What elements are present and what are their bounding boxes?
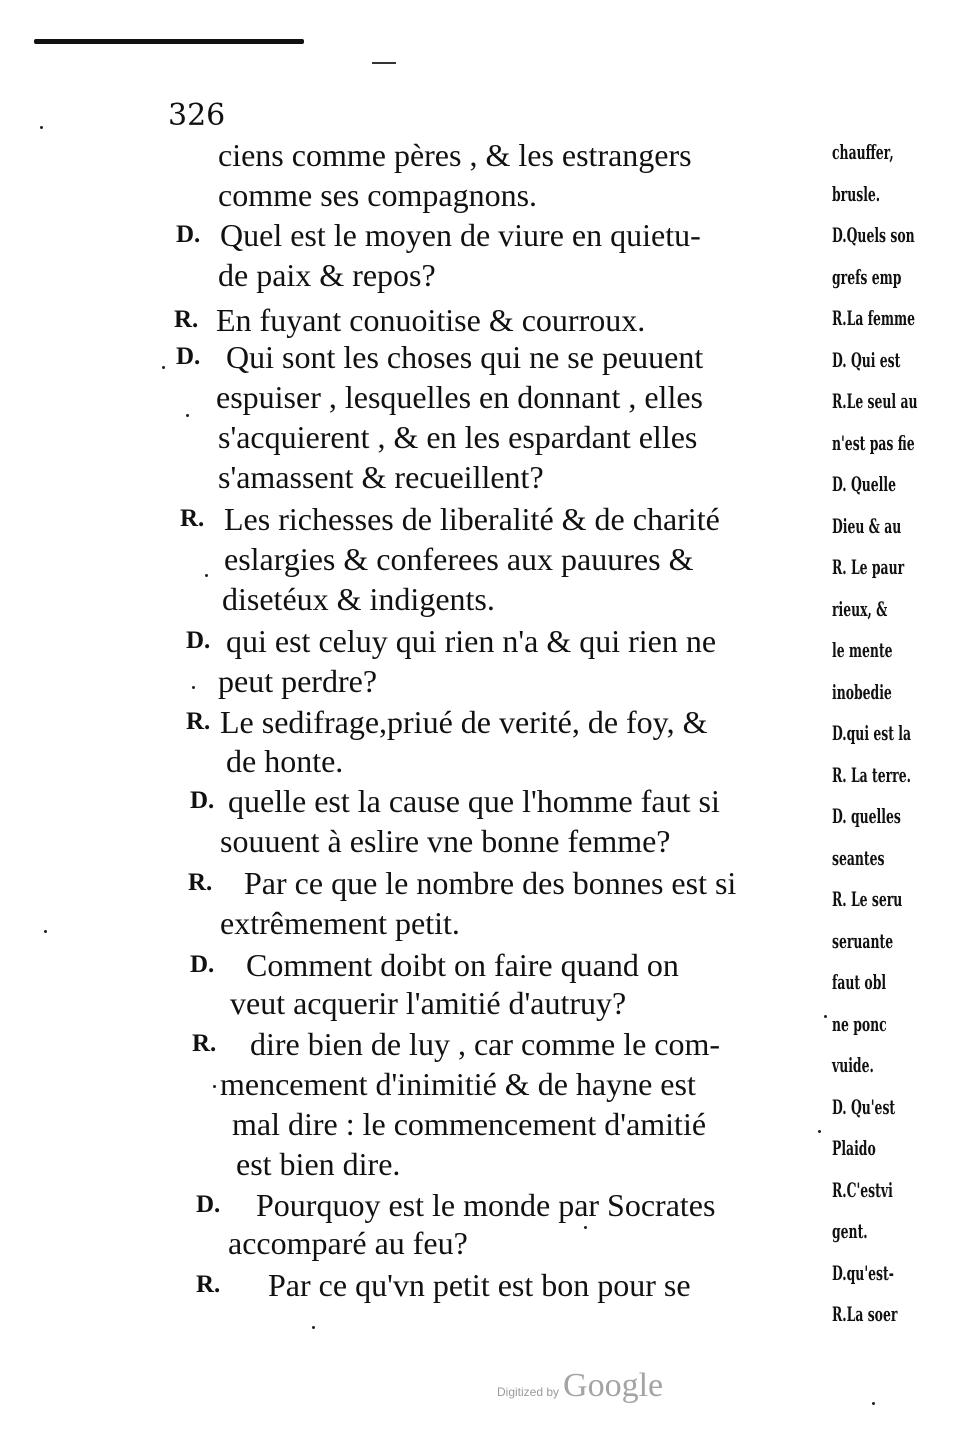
facing-page-line: brusle. [832,182,881,206]
speaker-marker: D. [196,1191,221,1218]
facing-page-line: Plaido [832,1136,876,1160]
text-line: veut acquerir l'amitié d'autruy? [230,985,627,1021]
text-line: Le sedifrage,priué de verité, de foy, & [220,704,708,740]
facing-page-fragment [826,130,957,1330]
facing-page-line: gent. [832,1219,868,1243]
scan-speck [824,1015,827,1018]
facing-page-line: Dieu & au [832,514,902,538]
scan-speck [40,126,43,129]
scan-speck [205,574,208,577]
text-line: mal dire : le commencement d'amitié [232,1106,707,1142]
text-line: quelle est la cause que l'homme faut si [228,783,720,819]
facing-page-line: chauffer, [832,140,894,164]
facing-page-line: R.La femme [832,306,916,330]
text-line: Par ce qu'vn petit est bon pour se [268,1267,691,1303]
text-line: Qui sont les choses qui ne se peuuent [226,339,704,375]
page-number: 326 [168,98,226,133]
speaker-marker: R. [180,505,205,532]
facing-page-line: R. Le paur [832,555,905,579]
text-line: Pourquoy est le monde par Socrates [256,1187,716,1223]
text-line: mencement d'inimitié & de hayne est [220,1066,696,1102]
facing-page-line: R.C'estvi [832,1178,893,1202]
text-line: souuent à eslire vne bonne femme? [220,823,671,859]
scan-speck [44,930,47,933]
facing-page-line: inobedie [832,680,892,704]
facing-page-line: R. La terre. [832,763,911,787]
facing-page-line: D. Quelle [832,472,896,496]
speaker-marker: R. [174,306,199,333]
scan-mark [372,62,396,64]
facing-page-line: seruante [832,929,894,953]
text-line: dire bien de luy , car comme le com- [250,1026,721,1062]
text-line: En fuyant conuoitise & courroux. [216,302,646,338]
facing-page-line: faut obl [832,970,887,994]
watermark-prefix: Digitized by [497,1385,560,1399]
text-line: s'amassent & recueillent? [218,459,544,495]
facing-page-line: n'est pas fie [832,431,915,455]
text-line: disetéux & indigents. [222,581,495,617]
text-line: espuiser , lesquelles en donnant , elles [216,379,703,415]
text-line: de honte. [226,743,344,779]
text-line: de paix & repos? [218,257,436,293]
speaker-marker: D. [176,343,201,370]
speaker-marker: D. [186,627,211,654]
text-line: Quel est le moyen de viure en quietu- [220,217,701,253]
facing-page-line: seantes [832,846,885,870]
scan-speck [213,1085,216,1088]
scan-speck [818,1130,821,1133]
facing-page-line: D. Qu'est [832,1095,896,1119]
text-line: comme ses compagnons. [218,177,538,213]
facing-page-line: rieux, & [832,597,888,621]
speaker-marker: R. [188,869,213,896]
digitized-watermark [497,1367,663,1405]
facing-page-line: D. Qui est [832,348,901,372]
scan-speck [872,1402,875,1405]
speaker-marker: R. [186,708,211,735]
facing-page-line: R. Le seru [832,887,903,911]
speaker-marker: D. [190,951,215,978]
scan-speck [186,414,189,417]
text-line: ciens comme pères , & les estrangers [218,137,692,173]
text-line: Les richesses de liberalité & de charité [224,501,720,537]
text-line: accomparé au feu? [228,1225,468,1261]
text-line: Par ce que le nombre des bonnes est si [244,865,737,901]
google-logo: Google [563,1367,664,1404]
facing-page-line: D. quelles [832,804,901,828]
text-line: s'acquierent , & en les espardant elles [218,419,698,455]
speaker-marker: R. [192,1030,217,1057]
facing-page-line: R.Le seul au [832,389,918,413]
text-line: eslargies & conferees aux pauures & [224,541,694,577]
speaker-marker: D. [176,221,201,248]
facing-page-line: D.qu'est- [832,1261,894,1285]
scan-speck [584,1226,587,1229]
facing-page-line: D.qui est la [832,721,912,745]
scan-speck [192,686,195,689]
facing-page-line: le mente [832,638,893,662]
facing-page-line: R.La soer [832,1302,898,1326]
speaker-marker: D. [190,787,215,814]
speaker-marker: R. [196,1271,221,1298]
facing-page-line: vuide. [832,1053,874,1077]
top-rule [34,39,304,44]
text-line: extrêmement petit. [220,905,460,941]
scan-speck [162,366,165,369]
scan-speck [312,1326,315,1329]
facing-page-line: D.Quels son [832,223,915,247]
text-line: peut perdre? [218,663,378,699]
text-line: qui est celuy qui rien n'a & qui rien ne [226,623,717,659]
text-line: est bien dire. [236,1146,401,1182]
text-line: Comment doibt on faire quand on [246,947,679,983]
facing-page-line: grefs emp [832,265,902,289]
facing-page-line: ne ponc [832,1012,887,1036]
